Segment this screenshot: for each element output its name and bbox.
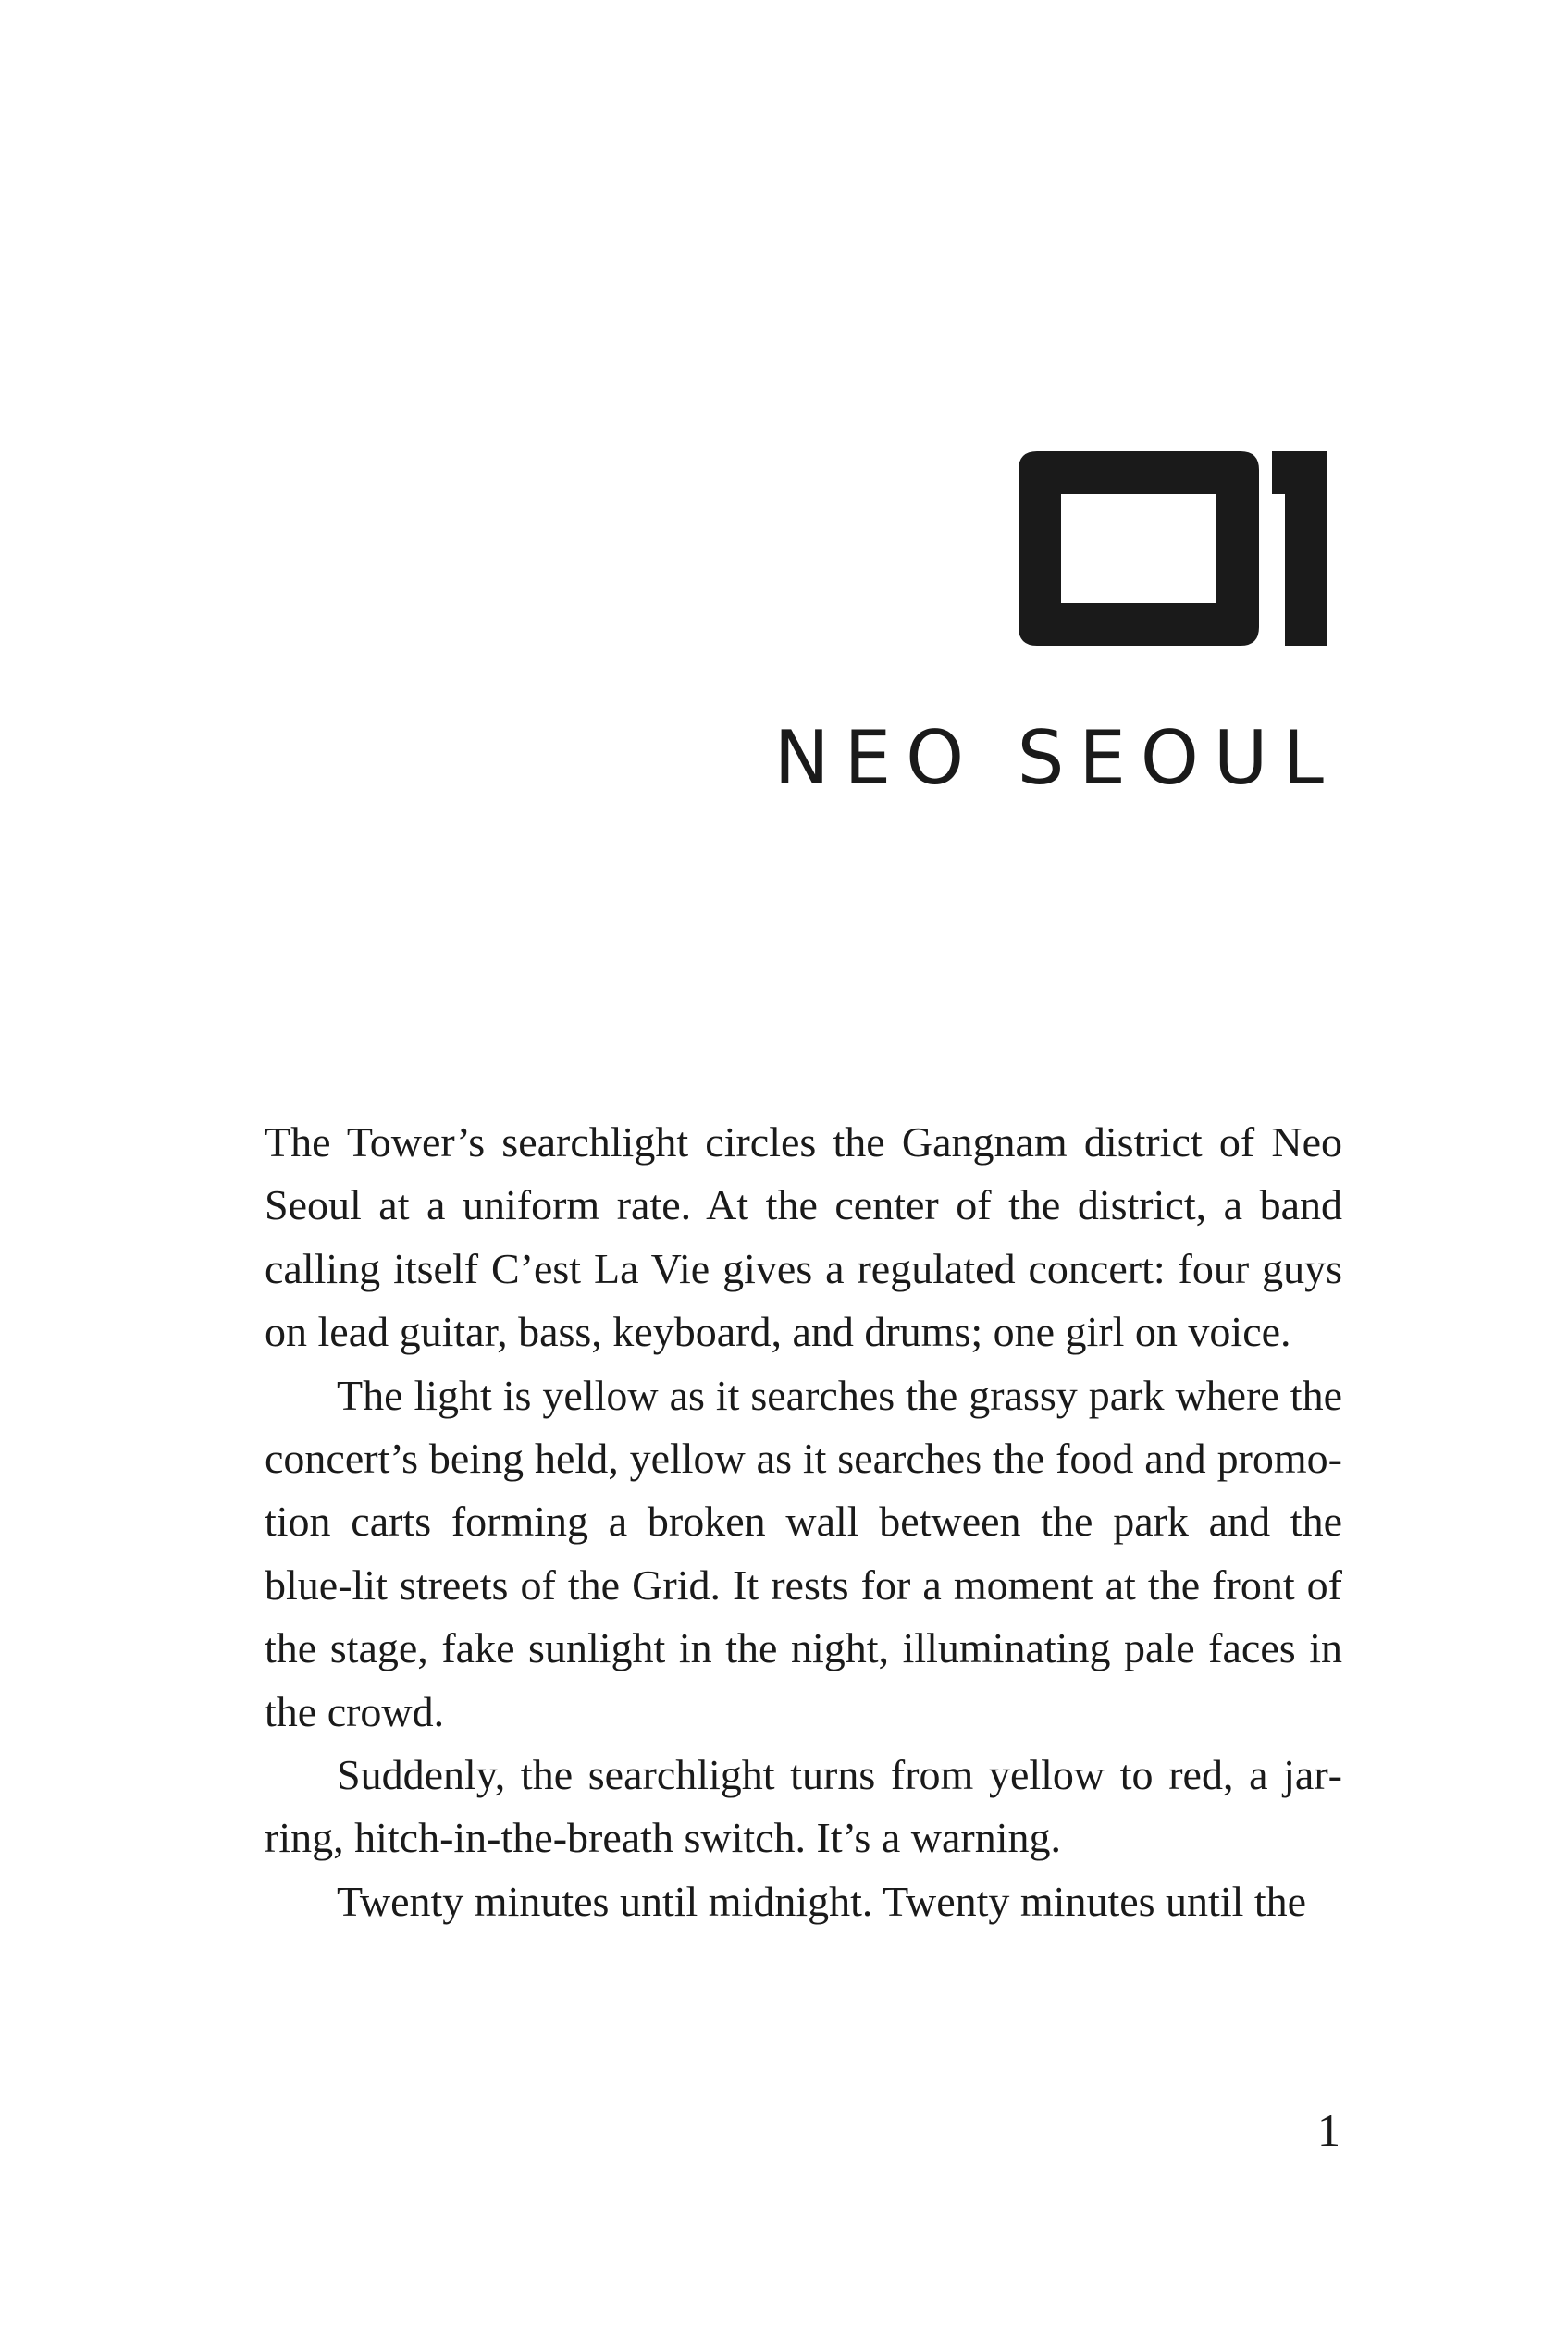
chapter-digit-one [1272,451,1327,646]
paragraph: The light is yellow as it searches the grassy park where the concert’s being held, yellow as it searches the food and promotion carts forming a broken wall between the park and the blue-lit streets of the Grid. It rests for a moment at the front of the stage, fake sunlight in the night, illuminating pale faces in the crowd. [265,1371,1342,1735]
paragraph: Suddenly, the searchlight turns from yellow to red, a jarring, hitch-in-the-breath switch. It’s a warning. [265,1751,1342,1862]
chapter-title: NEO SEOUL [773,715,1339,801]
chapter-digit-zero [1019,451,1259,646]
page-number: 1 [1317,2104,1340,2156]
chapter-number [1019,451,1327,655]
paragraph: Twenty minutes until midnight. Twenty minutes until the [337,1877,1307,1925]
paragraph: The Tower’s searchlight circles the Gangnam district of Neo Seoul at a uniform rate. At the center of the district, a band calling itself C’est La Vie gives a regulated concert: four guys on lead guitar, bass, keyboard, and drums; one girl on voice. [265,1118,1342,1356]
body-text [265,1111,1342,1933]
